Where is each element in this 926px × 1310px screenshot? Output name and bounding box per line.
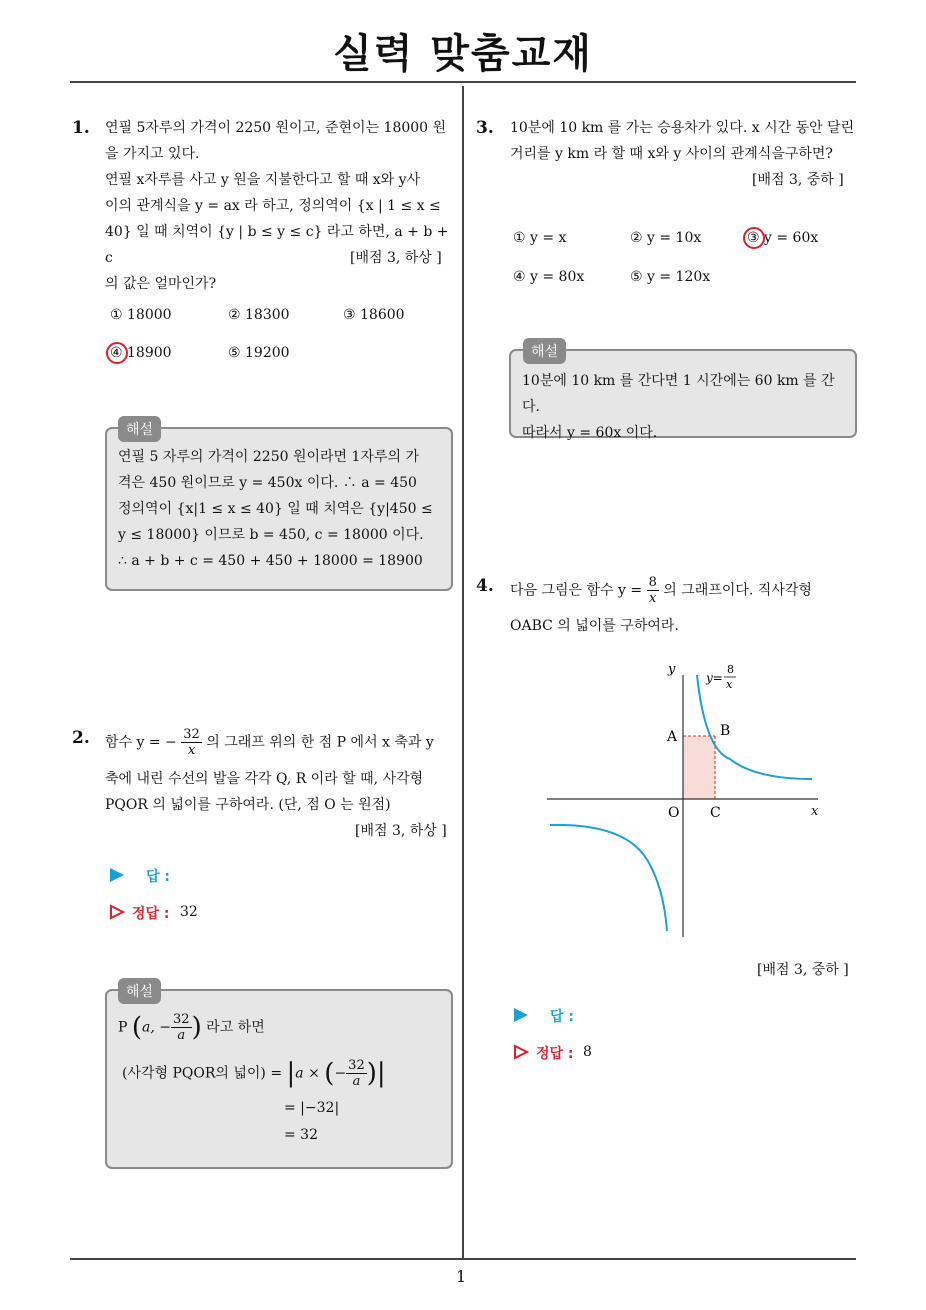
question-number: 2. — [72, 728, 90, 748]
question-line: 연필 5자루의 가격이 2250 원이고, 준현이는 18000 원 — [105, 120, 447, 136]
explanation-text — [118, 444, 448, 574]
point-b-label: B — [720, 723, 731, 739]
page-title: 실력 맞춤교재 — [333, 31, 593, 77]
choice-4[interactable]: ④ y = 80x — [513, 269, 585, 285]
point-c-label: C — [710, 805, 721, 821]
explanation-line — [122, 1058, 386, 1089]
explanation-tag: 해설 — [118, 978, 161, 1004]
fraction-denominator: x — [649, 591, 657, 606]
explanation-line: = 32 — [284, 1127, 318, 1143]
rectangle-oabc — [683, 736, 715, 799]
choice-5[interactable]: ⑤ 19200 — [228, 345, 290, 361]
y-axis-label: y — [668, 662, 676, 677]
question-line: OABC 의 넓이를 구하여라. — [510, 618, 679, 634]
explanation-text-part: a, — [142, 1019, 155, 1036]
origin-label: O — [668, 805, 680, 821]
explanation-tag: 해설 — [523, 338, 566, 364]
outline-arrow-icon — [513, 1044, 529, 1060]
footer-rule — [70, 1258, 856, 1260]
paren-right: ) — [366, 1058, 377, 1089]
question-text-part: 함수 y = − — [105, 734, 177, 751]
paren-left: ( — [131, 1012, 143, 1043]
fraction — [346, 1058, 367, 1089]
correct-answer-value: 8 — [583, 1044, 592, 1060]
question-text — [105, 727, 460, 758]
function-label: y= — [706, 671, 723, 685]
fraction-denominator: x — [187, 743, 196, 758]
question-text-part: 의 그래프이다. 직사각형 — [663, 582, 812, 599]
question-text-part: 다음 그림은 함수 y = — [510, 582, 643, 599]
question-text-part: 의 그래프 위의 한 점 P 에서 x 축과 y — [206, 734, 434, 751]
page-number: 1 — [456, 1267, 467, 1286]
question-line: 40} 일 때 치역이 {y | b ≤ y ≤ c} 라고 하면, a + b + c — [105, 224, 449, 266]
explanation-line: 격은 450 원이므로 y = 450x 이다. ∴ a = 450 — [118, 475, 417, 491]
fraction-denominator: a — [177, 1028, 186, 1043]
question-line: 축에 내린 수선의 발을 각각 Q, R 이라 할 때, 사각형 — [105, 771, 424, 787]
fraction-numerator: 32 — [183, 727, 200, 742]
correct-answer-value: 32 — [180, 904, 198, 920]
outline-arrow-icon — [109, 904, 125, 920]
fraction-numerator: 32 — [173, 1012, 190, 1027]
explanation-line: = |−32| — [284, 1100, 340, 1116]
answer-label: 답 : — [146, 869, 170, 885]
question-line: 연필 x자루를 사고 y 원을 지불한다고 할 때 x와 y사 — [105, 172, 421, 188]
explanation-line — [118, 1012, 265, 1043]
choice-2[interactable]: ② 18300 — [228, 307, 290, 323]
explanation-line: 정의역이 {x|1 ≤ x ≤ 40} 일 때 치역은 {y|450 ≤ — [118, 501, 433, 517]
explanation-line: ∴ a + b + c = 450 + 450 + 18000 = 18900 — [118, 553, 423, 569]
choice-4[interactable]: ④ 18900 — [110, 345, 172, 361]
abs-bar: | — [376, 1058, 386, 1089]
play-arrow-icon — [109, 867, 125, 883]
answer-label: 답 : — [550, 1009, 574, 1025]
fraction — [181, 727, 202, 758]
curve-branch-third-quadrant — [550, 825, 667, 931]
score-label: [배점 3, 중하 ] — [757, 962, 849, 978]
paren-right: ) — [191, 1012, 202, 1043]
choice-2[interactable]: ② y = 10x — [630, 230, 702, 246]
explanation-line: 10분에 10 km 를 간다면 1 시간에는 60 km 를 간다. — [522, 373, 835, 415]
header-rule — [70, 81, 856, 83]
explanation-text — [522, 368, 852, 446]
fraction-numerator: 8 — [648, 575, 657, 590]
score-label: [배점 3, 중하 ] — [752, 172, 844, 188]
function-graph — [540, 655, 830, 945]
explanation-text-part: P — [118, 1019, 128, 1036]
explanation-text-part: (사각형 PQOR의 넓이) = — [122, 1065, 283, 1082]
explanation-line: 따라서 y = 60x 이다. — [522, 425, 658, 441]
choice-3[interactable]: ③ y = 60x — [747, 230, 819, 246]
abs-bar: | — [286, 1058, 296, 1089]
question-text — [510, 115, 862, 167]
question-line: 의 값은 얼마인가? — [105, 276, 217, 292]
choice-5[interactable]: ⑤ y = 120x — [630, 269, 711, 285]
question-line: 거리를 y km 라 할 때 x와 y 사이의 관계식을구하면? — [510, 146, 833, 162]
column-divider — [462, 86, 464, 1258]
explanation-tag: 해설 — [118, 416, 161, 442]
score-label: [배점 3, 하상 ] — [350, 250, 442, 266]
explanation-text-part: a × — [295, 1065, 325, 1082]
selected-answer-mark — [106, 342, 128, 364]
question-number: 4. — [476, 576, 494, 596]
paren-left: ( — [324, 1058, 335, 1089]
question-line: PQOR 의 넓이를 구하여라. (단, 점 O 는 원점) — [105, 797, 391, 813]
correct-answer-label: 정답 : — [132, 906, 170, 922]
fraction-denominator: a — [352, 1074, 361, 1089]
choice-3[interactable]: ③ 18600 — [343, 307, 405, 323]
explanation-line: y ≤ 18000} 이므로 b = 450, c = 18000 이다. — [118, 527, 424, 543]
question-number: 3. — [476, 118, 494, 138]
fraction — [171, 1012, 192, 1043]
play-arrow-icon — [513, 1007, 529, 1023]
point-a-label: A — [667, 729, 678, 745]
question-line: 10분에 10 km 를 가는 승용차가 있다. x 시간 동안 달린 — [510, 120, 855, 136]
explanation-text-part: − — [334, 1065, 347, 1082]
explanation-text-part: 라고 하면 — [206, 1019, 265, 1036]
function-numerator: 8 — [727, 663, 734, 676]
question-number: 1. — [72, 118, 90, 138]
fraction — [647, 575, 659, 606]
question-line: 이의 관계식을 y = ax 라 하고, 정의역이 {x | 1 ≤ x ≤ — [105, 198, 441, 214]
explanation-text-part: − — [159, 1019, 172, 1036]
choice-1[interactable]: ① y = x — [513, 230, 567, 246]
x-axis-label: x — [811, 804, 819, 819]
fraction-numerator: 32 — [348, 1058, 365, 1073]
choice-1[interactable]: ① 18000 — [110, 307, 172, 323]
explanation-line: 연필 5 자루의 가격이 2250 원이라면 1자루의 가 — [118, 449, 419, 465]
score-label: [배점 3, 하상 ] — [355, 823, 447, 839]
correct-answer-label: 정답 : — [536, 1046, 574, 1062]
function-denominator: x — [726, 678, 733, 691]
selected-answer-mark — [743, 227, 765, 249]
question-line: 을 가지고 있다. — [105, 146, 200, 162]
question-text — [510, 575, 860, 606]
